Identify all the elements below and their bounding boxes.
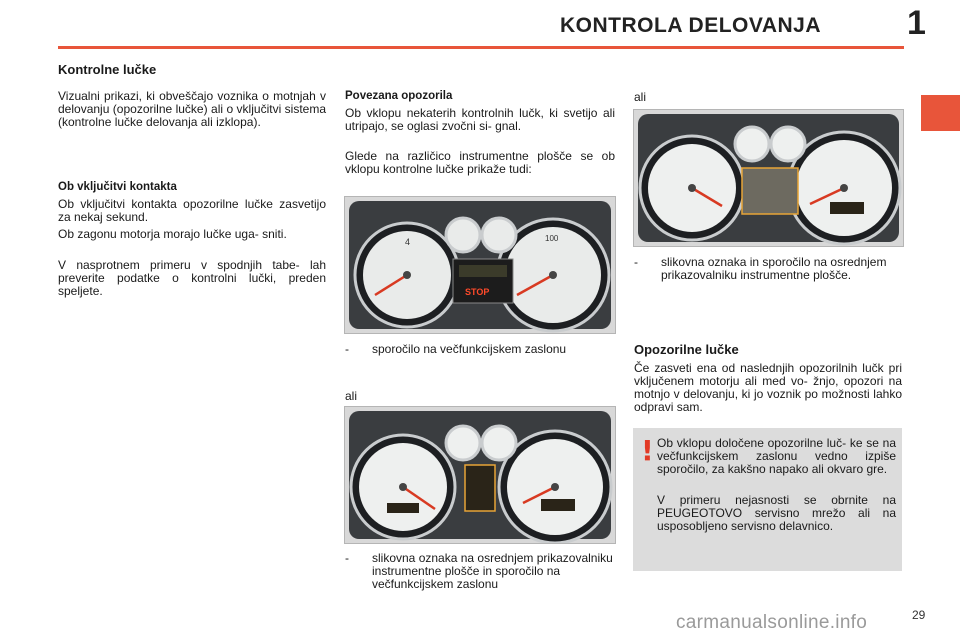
header-rule <box>58 46 904 49</box>
notice-box <box>633 428 902 571</box>
or-label-1: ali <box>345 389 358 403</box>
warning-lights-heading: Opozorilne lučke <box>634 342 739 357</box>
caption-3-text: slikovna oznaka in sporočilo na osrednjem prikazovalniku instrumentne plošče. <box>661 255 887 282</box>
chapter-number: 1 <box>907 4 926 42</box>
ignition-heading: Ob vključitvi kontakta <box>58 181 177 193</box>
notice-paragraph-1: Ob vklopu določene opozorilne luč- ke se na večfunkcijskem zaslonu vedno izpiše sporočilo, za kakšno napako ali okvaro gre. <box>657 436 896 476</box>
tach-tick-4: 4 <box>405 237 411 247</box>
page-title: KONTROLA DELOVANJA <box>560 14 821 37</box>
instrument-cluster-image-1 <box>344 196 616 334</box>
ignition-paragraph-1: Ob vključitvi kontakta opozorilne lučke zasvetijo za nekaj sekund. <box>58 197 326 224</box>
caption-3-dash: - <box>634 255 638 269</box>
speed-tick-100: 100 <box>545 234 559 243</box>
warning-lights-paragraph: Če zasveti ena od naslednjih opozorilnih lučk pri vključenem motorju ali med vo- žnjo, opozori na motnjo v delovanju, ki jo voznik po možnosti lahko odpravi sam. <box>634 361 902 414</box>
linked-paragraph-1: Ob vklopu nekaterih kontrolnih lučk, ki svetijo ali utripajo, se oglasi zvočni si- gnal. <box>345 106 615 133</box>
or-label-2: ali <box>634 90 647 104</box>
caption-2-dash: - <box>345 551 349 565</box>
page-number: 29 <box>912 608 926 622</box>
watermark: carmanualsonline.info <box>676 612 868 633</box>
instrument-cluster-image-3 <box>633 109 904 247</box>
section-title: Kontrolne lučke <box>58 62 157 77</box>
caption-1-dash: - <box>345 342 349 356</box>
ignition-paragraph-3: V nasprotnem primeru v spodnjih tabe- lah preverite podatke o kontrolni lučki, preden speljete. <box>58 258 326 298</box>
caption-2-text: slikovna oznaka na osrednjem prikazovalniku instrumentne plošče in sporočilo na večfunkcijskem zaslonu <box>372 551 613 591</box>
caption-1-text: sporočilo na večfunkcijskem zaslonu <box>372 342 567 356</box>
instrument-cluster-image-2 <box>344 406 616 544</box>
caption-1 <box>345 343 612 356</box>
linked-paragraph-2: Glede na različico instrumentne plošče se ob vklopu kontrolne lučke prikaže tudi: <box>345 149 615 176</box>
linked-warnings-heading: Povezana opozorila <box>345 90 453 102</box>
exclamation-icon: ! <box>641 434 654 467</box>
notice-paragraph-2: V primeru nejasnosti se obrnite na PEUGEOTOVO servisno mrežo ali na usposobljeno servisno delavnico. <box>657 493 896 533</box>
ignition-paragraph-2: Ob zagonu motorja morajo lučke uga- sniti. <box>58 227 287 241</box>
intro-paragraph: Vizualni prikazi, ki obveščajo voznika o motnjah v delovanju (opozorilne lučke) ali o vključitvi sistema (kontrolne lučke delovanja ali izklopa). <box>58 89 326 129</box>
caption-3 <box>634 256 901 282</box>
chapter-tab-marker[interactable] <box>921 95 960 131</box>
caption-2 <box>345 552 642 591</box>
stop-indicator-text: STOP <box>465 287 490 297</box>
